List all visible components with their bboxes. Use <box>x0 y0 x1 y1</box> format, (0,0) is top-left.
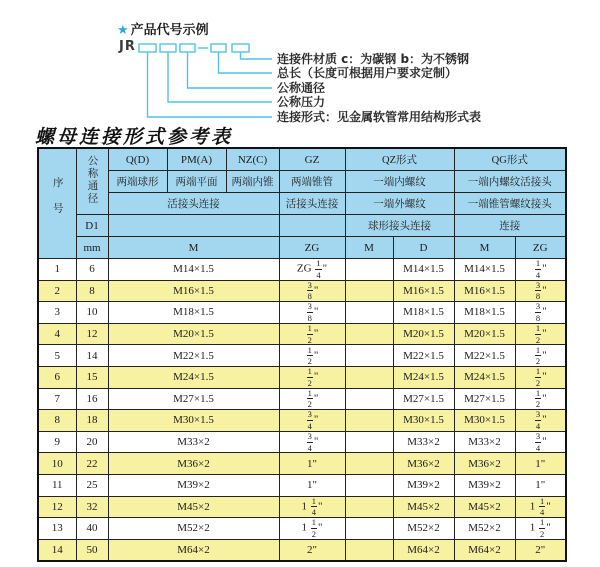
leader-line-diameter <box>188 52 273 88</box>
cell-m-thread: M22×1.5 <box>108 345 279 367</box>
cell-qz-m <box>345 345 393 367</box>
cell-seq: 9 <box>38 431 76 453</box>
cell-dn-mm: 12 <box>76 323 108 345</box>
cell-qg-zg: $\frac{1}{2}$ " <box>515 366 566 388</box>
header-seq <box>38 148 76 259</box>
product-code-prefix: JR <box>119 39 136 54</box>
header-row-d1 <box>38 215 566 237</box>
fraction: $\frac{1}{4}$ <box>540 496 545 518</box>
header-ends-qd: 两端球形 <box>108 171 167 193</box>
cell-gz-zg: 1 $\frac{1}{4}$ " <box>279 496 345 518</box>
cell-qz-d: M20×1.5 <box>393 323 454 345</box>
header-empty-gz <box>279 215 345 237</box>
fraction: $\frac{1}{4}$ <box>535 258 541 280</box>
cell-dn-mm: 25 <box>76 474 108 496</box>
leader-line-material <box>241 52 273 59</box>
header-ends-qg: 一端内螺纹活接头 <box>454 171 566 193</box>
label-connection: 连接形式：见金属软管常用结构形式表 <box>277 110 482 124</box>
table-row <box>38 366 566 388</box>
header-row-ends <box>38 171 566 193</box>
header-row-units <box>38 237 566 259</box>
star-icon: ★ <box>117 23 129 38</box>
cell-qz-m <box>345 410 393 432</box>
cell-qg-m: M33×2 <box>454 431 515 453</box>
cell-gz-zg: $\frac{3}{4}$ " <box>279 410 345 432</box>
header-form-qz: QZ形式 <box>345 148 454 171</box>
cell-qz-m <box>345 323 393 345</box>
cell-qz-d: M39×2 <box>393 474 454 496</box>
header-conn-ball-joint: 球形接头连接 <box>345 215 454 237</box>
cell-qg-m: M45×2 <box>454 496 515 518</box>
cell-qz-m <box>345 259 393 281</box>
header-thread-qg-m: M <box>454 237 515 259</box>
header-conn-union: 活接头连接 <box>108 193 279 215</box>
header-form-gz: GZ <box>279 148 345 171</box>
label-length: 总长（长度可根据用户要求定制） <box>277 66 458 80</box>
table-row <box>38 518 566 540</box>
cell-m-thread: M39×2 <box>108 474 279 496</box>
header-thread-m: M <box>108 237 279 259</box>
cell-qz-m <box>345 453 393 475</box>
fraction: $\frac{1}{2}$ <box>535 344 541 367</box>
table-row <box>38 453 566 475</box>
header-thread-qg-zg: ZG <box>515 237 566 259</box>
header-d1: D1 <box>76 215 108 237</box>
cell-dn-mm: 50 <box>76 539 108 561</box>
table-row <box>38 496 566 518</box>
cell-qz-m <box>345 366 393 388</box>
table-row <box>38 345 566 367</box>
fraction: $\frac{3}{8}$ <box>535 280 541 302</box>
cell-m-thread: M30×1.5 <box>108 410 279 432</box>
cell-gz-zg: 2" <box>279 539 345 561</box>
cell-qg-m: M27×1.5 <box>454 388 515 410</box>
table-title: 螺母连接形式参考表 <box>35 126 234 148</box>
header-row-conn1 <box>38 193 566 215</box>
leader-line-length <box>219 52 273 73</box>
cell-qg-m: M36×2 <box>454 453 515 475</box>
table-header <box>38 148 566 259</box>
table-body <box>38 259 566 562</box>
table-row <box>38 302 566 324</box>
cell-m-thread: M52×2 <box>108 518 279 540</box>
cell-seq: 2 <box>38 280 76 302</box>
header-thread-qz-d: D <box>393 237 454 259</box>
cell-seq: 11 <box>38 474 76 496</box>
table-row <box>38 388 566 410</box>
label-diameter: 公称通径 <box>277 81 326 95</box>
cell-qz-d: M30×1.5 <box>393 410 454 432</box>
fraction: $\frac{1}{4}$ <box>311 496 316 518</box>
header-dn-text: 公称通径 <box>86 155 98 205</box>
header-thread-qz-m: M <box>345 237 393 259</box>
header-conn-connect: 连接 <box>454 215 566 237</box>
header-conn-union-gz: 活接头连接 <box>279 193 345 215</box>
cell-seq: 4 <box>38 323 76 345</box>
cell-qz-d: M22×1.5 <box>393 345 454 367</box>
cell-gz-zg: $\frac{3}{8}$ " <box>279 280 345 302</box>
cell-m-thread: M14×1.5 <box>108 259 279 281</box>
cell-qg-zg: $\frac{1}{2}$ " <box>515 388 566 410</box>
cell-qg-zg: $\frac{3}{8}$ " <box>515 280 566 302</box>
header-ends-qz: 一端内螺纹 <box>345 171 454 193</box>
cell-qz-m <box>345 388 393 410</box>
header-form-pma: PM(A) <box>167 148 226 171</box>
cell-dn-mm: 8 <box>76 280 108 302</box>
fraction: $\frac{1}{2}$ <box>311 517 316 539</box>
header-empty-left <box>108 215 279 237</box>
table-row <box>38 410 566 432</box>
header-ends-pma: 两端平面 <box>167 171 226 193</box>
fraction: $\frac{1}{2}$ <box>307 388 312 410</box>
cell-m-thread: M20×1.5 <box>108 323 279 345</box>
cell-qz-m <box>345 474 393 496</box>
table-row <box>38 280 566 302</box>
cell-seq: 8 <box>38 410 76 432</box>
header-conn-taper-joint: 一端锥管螺纹接头 <box>454 193 566 215</box>
cell-gz-zg: $\frac{1}{2}$ " <box>279 388 345 410</box>
cell-qz-d: M14×1.5 <box>393 259 454 281</box>
cell-gz-zg: ZG $\frac{1}{4}$ " <box>279 259 345 281</box>
cell-qz-m <box>345 302 393 324</box>
header-form-qd: Q(D) <box>108 148 167 171</box>
cell-m-thread: M33×2 <box>108 431 279 453</box>
cell-qz-m <box>345 431 393 453</box>
header-ends-nzc: 两端内锥 <box>226 171 279 193</box>
fraction: $\frac{1}{2}$ <box>540 517 545 539</box>
cell-qz-d: M24×1.5 <box>393 366 454 388</box>
cell-qg-zg: 1" <box>515 474 566 496</box>
cell-dn-mm: 18 <box>76 410 108 432</box>
cell-qz-d: M16×1.5 <box>393 280 454 302</box>
cell-seq: 10 <box>38 453 76 475</box>
code-box-4 <box>211 44 226 52</box>
header-seq-text: 序号 <box>51 176 63 228</box>
cell-gz-zg: 1 $\frac{1}{2}$ " <box>279 518 345 540</box>
header-row-forms <box>38 148 566 171</box>
cell-qz-m <box>345 280 393 302</box>
header-conn-ext-thread: 一端外螺纹 <box>345 193 454 215</box>
cell-seq: 14 <box>38 539 76 561</box>
code-box-5 <box>232 44 249 52</box>
table-row <box>38 259 566 281</box>
cell-qz-d: M33×2 <box>393 431 454 453</box>
table-row <box>38 431 566 453</box>
product-code-heading-text: 产品代号示例 <box>130 23 209 38</box>
cell-dn-mm: 22 <box>76 453 108 475</box>
fraction: $\frac{3}{8}$ <box>307 280 312 302</box>
cell-qz-d: M27×1.5 <box>393 388 454 410</box>
fraction: $\frac{1}{4}$ <box>316 258 321 280</box>
nut-connection-table <box>37 147 567 562</box>
cell-dn-mm: 32 <box>76 496 108 518</box>
fraction: $\frac{1}{2}$ <box>535 366 541 388</box>
cell-qz-m <box>345 539 393 561</box>
header-form-qg: QG形式 <box>454 148 566 171</box>
cell-qz-d: M64×2 <box>393 539 454 561</box>
header-unit-mm: mm <box>76 237 108 259</box>
leader-line-connection <box>148 52 273 117</box>
label-pressure: 公称压力 <box>277 95 326 109</box>
cell-qz-d: M18×1.5 <box>393 302 454 324</box>
cell-m-thread: M16×1.5 <box>108 280 279 302</box>
cell-m-thread: M24×1.5 <box>108 366 279 388</box>
cell-gz-zg: $\frac{3}{8}$ " <box>279 302 345 324</box>
cell-qz-d: M45×2 <box>393 496 454 518</box>
fraction: $\frac{3}{4}$ <box>535 431 541 453</box>
cell-qz-d: M36×2 <box>393 453 454 475</box>
cell-qg-m: M64×2 <box>454 539 515 561</box>
fraction: $\frac{1}{2}$ <box>307 366 312 388</box>
cell-m-thread: M64×2 <box>108 539 279 561</box>
cell-gz-zg: $\frac{1}{2}$ " <box>279 366 345 388</box>
cell-qg-zg: $\frac{3}{4}$ " <box>515 410 566 432</box>
label-material: 连接件材质 c：为碳钢 b：为不锈钢 <box>277 52 470 66</box>
code-box-1 <box>139 44 156 52</box>
cell-qz-m <box>345 496 393 518</box>
fraction: $\frac{3}{8}$ <box>307 301 312 323</box>
cell-qg-zg: 1" <box>515 453 566 475</box>
cell-qg-m: M24×1.5 <box>454 366 515 388</box>
cell-dn-mm: 20 <box>76 431 108 453</box>
cell-seq: 13 <box>38 518 76 540</box>
fraction: $\frac{3}{4}$ <box>307 409 312 431</box>
cell-qg-zg: $\frac{1}{2}$ " <box>515 345 566 367</box>
cell-seq: 6 <box>38 366 76 388</box>
cell-qz-m <box>345 518 393 540</box>
fraction: $\frac{1}{2}$ <box>535 323 541 345</box>
cell-dn-mm: 10 <box>76 302 108 324</box>
cell-qg-zg: $\frac{1}{2}$ " <box>515 323 566 345</box>
fraction: $\frac{1}{2}$ <box>535 388 541 410</box>
table-row <box>38 474 566 496</box>
cell-qg-m: M52×2 <box>454 518 515 540</box>
cell-seq: 5 <box>38 345 76 367</box>
cell-qg-m: M18×1.5 <box>454 302 515 324</box>
cell-gz-zg: $\frac{3}{4}$ " <box>279 431 345 453</box>
cell-gz-zg: $\frac{1}{2}$ " <box>279 323 345 345</box>
cell-dn-mm: 40 <box>76 518 108 540</box>
header-ends-gz: 两端锥管 <box>279 171 345 193</box>
cell-qg-zg: 1 $\frac{1}{2}$ " <box>515 518 566 540</box>
code-box-2 <box>160 44 176 52</box>
cell-qg-zg: 2" <box>515 539 566 561</box>
cell-qg-zg: $\frac{1}{4}$ " <box>515 259 566 281</box>
fraction: $\frac{3}{4}$ <box>535 409 541 431</box>
fraction: $\frac{3}{4}$ <box>307 431 312 453</box>
fraction: $\frac{1}{2}$ <box>307 323 312 345</box>
cell-gz-zg: $\frac{1}{2}$ " <box>279 345 345 367</box>
cell-seq: 7 <box>38 388 76 410</box>
cell-gz-zg: 1" <box>279 453 345 475</box>
cell-qg-m: M39×2 <box>454 474 515 496</box>
cell-qz-d: M52×2 <box>393 518 454 540</box>
cell-qg-zg: 1 $\frac{1}{4}$ " <box>515 496 566 518</box>
fraction: $\frac{1}{2}$ <box>307 344 312 367</box>
code-box-3 <box>180 44 195 52</box>
cell-dn-mm: 16 <box>76 388 108 410</box>
header-thread-zg: ZG <box>279 237 345 259</box>
cell-seq: 3 <box>38 302 76 324</box>
cell-dn-mm: 6 <box>76 259 108 281</box>
cell-qg-m: M16×1.5 <box>454 280 515 302</box>
cell-qg-m: M20×1.5 <box>454 323 515 345</box>
header-dn <box>76 148 108 215</box>
cell-m-thread: M36×2 <box>108 453 279 475</box>
cell-qg-zg: $\frac{3}{4}$ " <box>515 431 566 453</box>
cell-seq: 1 <box>38 259 76 281</box>
cell-m-thread: M45×2 <box>108 496 279 518</box>
cell-m-thread: M27×1.5 <box>108 388 279 410</box>
fraction: $\frac{3}{8}$ <box>535 301 541 323</box>
cell-qg-m: M14×1.5 <box>454 259 515 281</box>
cell-m-thread: M18×1.5 <box>108 302 279 324</box>
cell-dn-mm: 15 <box>76 366 108 388</box>
table-row <box>38 323 566 345</box>
cell-seq: 12 <box>38 496 76 518</box>
cell-dn-mm: 14 <box>76 345 108 367</box>
table-row <box>38 539 566 561</box>
header-form-nzc: NZ(C) <box>226 148 279 171</box>
cell-qg-m: M22×1.5 <box>454 345 515 367</box>
cell-qg-zg: $\frac{3}{8}$ " <box>515 302 566 324</box>
cell-gz-zg: 1" <box>279 474 345 496</box>
cell-qg-m: M30×1.5 <box>454 410 515 432</box>
